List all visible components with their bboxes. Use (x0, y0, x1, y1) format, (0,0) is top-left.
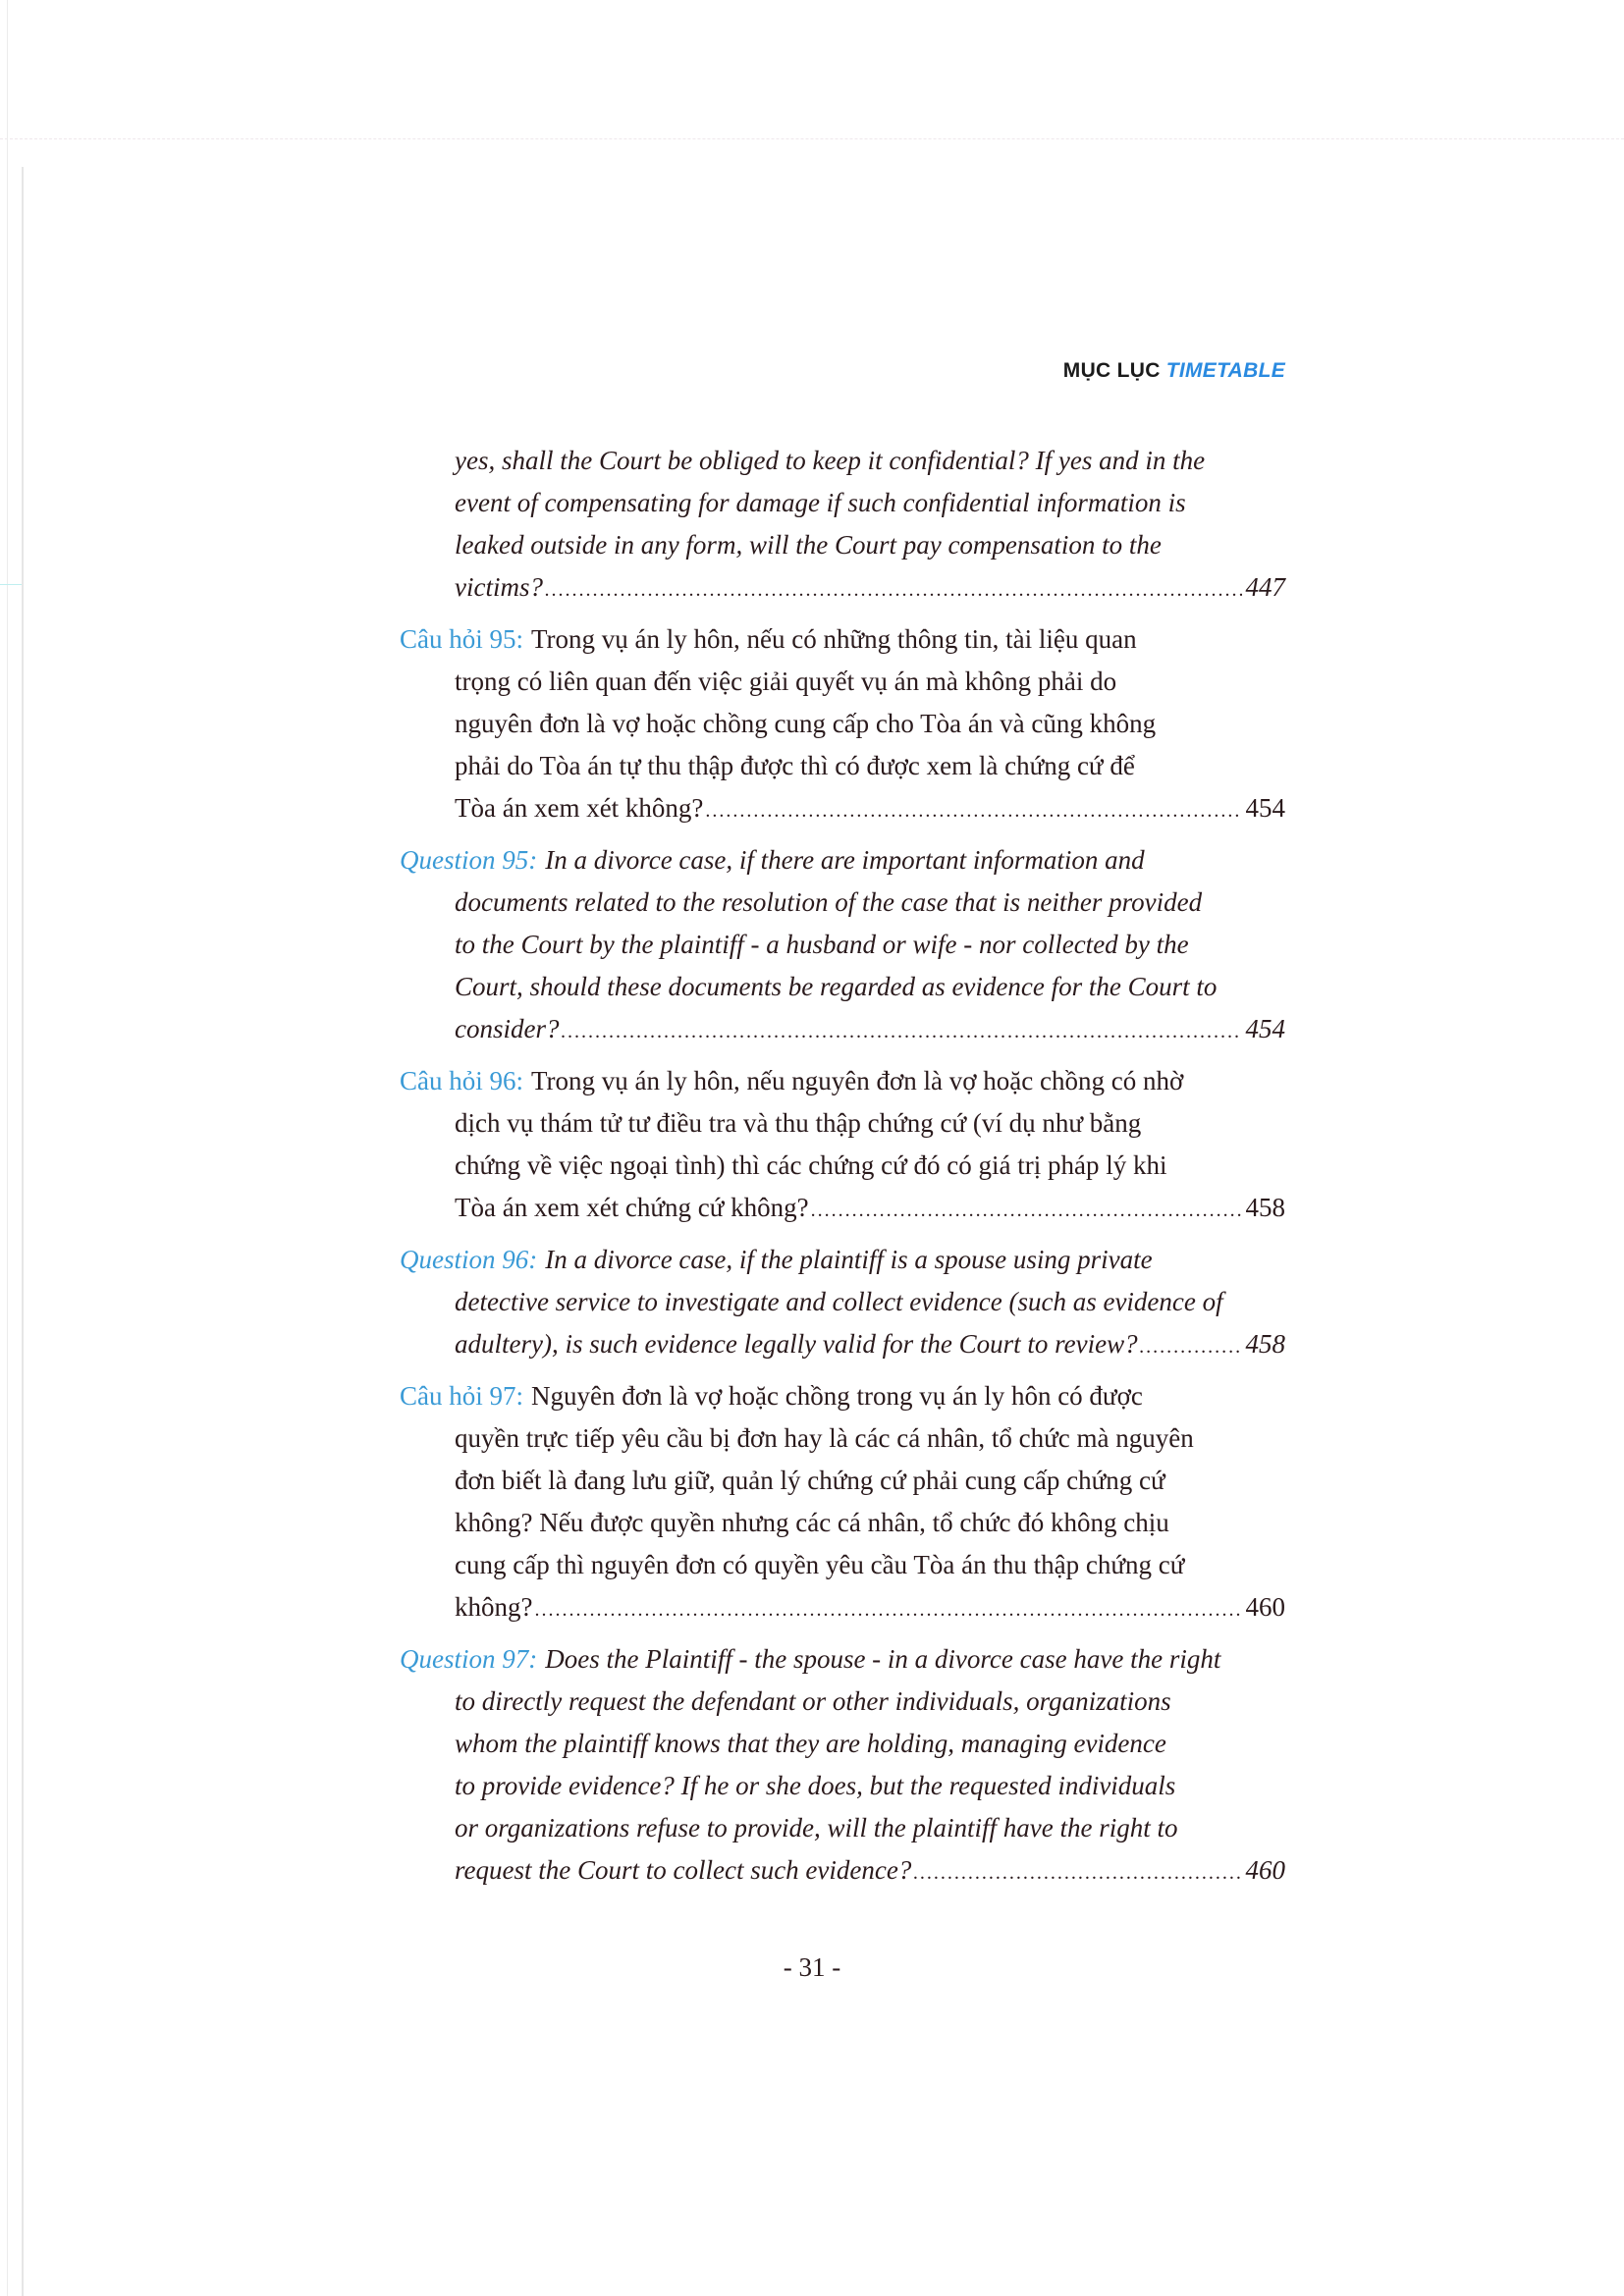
question-label[interactable]: Câu hỏi 96: (400, 1066, 523, 1095)
dot-leader (811, 1190, 1242, 1232)
toc-line (400, 524, 1285, 566)
toc-line (400, 924, 1285, 966)
question-label[interactable]: Câu hỏi 95: (400, 624, 523, 654)
toc-line (400, 1544, 1285, 1586)
page-reference[interactable]: 458 (1245, 1329, 1285, 1359)
toc-text: In a divorce case, if the plaintiff is a spouse using private (545, 1245, 1153, 1274)
toc-line (400, 1765, 1285, 1807)
running-header (1063, 359, 1285, 383)
toc-text: trọng có liên quan đến việc giải quyết vụ án mà không phải do (455, 667, 1117, 696)
toc-entry-cau-hoi-97 (400, 1375, 1285, 1629)
toc-text: không? (455, 1592, 533, 1622)
toc-entry-continued (400, 440, 1285, 609)
toc-line (400, 881, 1285, 924)
question-label[interactable]: Câu hỏi 97: (400, 1381, 523, 1411)
table-of-contents (400, 440, 1285, 1901)
toc-text: or organizations refuse to provide, will the plaintiff have the right to (455, 1813, 1178, 1842)
toc-line (400, 1375, 1285, 1417)
dot-leader (561, 1011, 1241, 1053)
toc-line (400, 745, 1285, 787)
toc-line-last[interactable] (400, 1586, 1285, 1629)
toc-line (400, 1502, 1285, 1544)
toc-text: Does the Plaintiff - the spouse - in a divorce case have the right (545, 1644, 1221, 1674)
page-reference[interactable]: 460 (1245, 1592, 1285, 1622)
dot-leader (545, 569, 1242, 612)
toc-text: Trong vụ án ly hôn, nếu nguyên đơn là vợ hoặc chồng có nhờ (531, 1066, 1184, 1095)
toc-line (400, 1638, 1285, 1681)
toc-line (400, 1417, 1285, 1460)
toc-text: Court, should these documents be regarded as evidence for the Court to (455, 972, 1218, 1001)
toc-line-last[interactable] (400, 1849, 1285, 1892)
toc-text: đơn biết là đang lưu giữ, quản lý chứng cứ phải cung cấp chứng cứ (455, 1466, 1165, 1495)
toc-text: dịch vụ thám tử tư điều tra và thu thập chứng cứ (ví dụ như bằng (455, 1108, 1142, 1138)
toc-line-last[interactable] (400, 1187, 1285, 1229)
toc-line (400, 703, 1285, 745)
toc-text: Trong vụ án ly hôn, nếu có những thông tin, tài liệu quan (531, 624, 1137, 654)
toc-text: phải do Tòa án tự thu thập được thì có được xem là chứng cứ để (455, 751, 1135, 780)
page-reference[interactable]: 454 (1245, 793, 1285, 823)
toc-text: consider? (455, 1014, 560, 1043)
toc-text: nguyên đơn là vợ hoặc chồng cung cấp cho Tòa án và cũng không (455, 709, 1157, 738)
toc-line (400, 1460, 1285, 1502)
toc-entry-cau-hoi-96 (400, 1060, 1285, 1229)
question-label[interactable]: Question 96: (400, 1245, 538, 1274)
toc-line (400, 1723, 1285, 1765)
page-reference[interactable]: 454 (1245, 1014, 1285, 1043)
toc-line (400, 482, 1285, 524)
page-reference[interactable]: 460 (1245, 1855, 1285, 1885)
toc-text: Tòa án xem xét không? (455, 793, 704, 823)
running-header-accent: TIMETABLE (1165, 359, 1285, 382)
toc-line (400, 1060, 1285, 1102)
dot-leader (705, 790, 1241, 832)
page-reference[interactable]: 447 (1245, 572, 1285, 602)
toc-text: adultery), is such evidence legally valid for the Court to review? (455, 1329, 1138, 1359)
question-label[interactable]: Question 95: (400, 845, 538, 875)
toc-text: detective service to investigate and collect evidence (such as evidence of (455, 1287, 1223, 1316)
toc-text: to provide evidence? If he or she does, but the requested individuals (455, 1771, 1176, 1800)
toc-entry-question-97 (400, 1638, 1285, 1892)
toc-line-last[interactable] (400, 787, 1285, 829)
toc-line (400, 618, 1285, 661)
toc-text: to the Court by the plaintiff - a husband or wife - nor collected by the (455, 930, 1189, 959)
toc-text: victims? (455, 572, 543, 602)
toc-text: Tòa án xem xét chứng cứ không? (455, 1193, 809, 1222)
toc-line (400, 966, 1285, 1008)
dot-leader (1140, 1326, 1242, 1368)
toc-line (400, 440, 1285, 482)
toc-text: leaked outside in any form, will the Court pay compensation to the (455, 530, 1162, 560)
running-header-title: MỤC LỤC (1062, 359, 1161, 382)
toc-text: quyền trực tiếp yêu cầu bị đơn hay là các cá nhân, tổ chức mà nguyên (455, 1423, 1194, 1453)
dot-leader (534, 1589, 1241, 1631)
toc-line (400, 661, 1285, 703)
toc-text: whom the plaintiff knows that they are holding, managing evidence (455, 1729, 1166, 1758)
toc-text: event of compensating for damage if such confidential information is (455, 488, 1186, 517)
toc-text: request the Court to collect such evidence? (455, 1855, 912, 1885)
registration-mark (0, 584, 22, 585)
crop-mark-horizontal (0, 138, 1624, 139)
toc-line (400, 1807, 1285, 1849)
toc-line (400, 839, 1285, 881)
toc-line (400, 1281, 1285, 1323)
toc-entry-question-96 (400, 1239, 1285, 1365)
toc-entry-cau-hoi-95 (400, 618, 1285, 829)
toc-text: cung cấp thì nguyên đơn có quyền yêu cầu Tòa án thu thập chứng cứ (455, 1550, 1185, 1579)
toc-line-last[interactable] (400, 1008, 1285, 1050)
toc-line (400, 1102, 1285, 1145)
dot-leader (913, 1852, 1241, 1895)
question-label[interactable]: Question 97: (400, 1644, 538, 1674)
toc-line-last[interactable] (400, 566, 1285, 609)
toc-line (400, 1681, 1285, 1723)
toc-text: In a divorce case, if there are important information and (545, 845, 1145, 875)
toc-text: Nguyên đơn là vợ hoặc chồng trong vụ án ly hôn có được (531, 1381, 1143, 1411)
toc-text: to directly request the defendant or other individuals, organizations (455, 1686, 1171, 1716)
toc-line (400, 1239, 1285, 1281)
page-number: - 31 - (783, 1952, 841, 1982)
toc-line-last[interactable] (400, 1323, 1285, 1365)
toc-text: chứng về việc ngoại tình) thì các chứng cứ đó có giá trị pháp lý khi (455, 1150, 1167, 1180)
toc-text: documents related to the resolution of the case that is neither provided (455, 887, 1203, 917)
toc-entry-question-95 (400, 839, 1285, 1050)
toc-text: không? Nếu được quyền nhưng các cá nhân, tổ chức đó không chịu (455, 1508, 1169, 1537)
toc-text: yes, shall the Court be obliged to keep it confidential? If yes and in the (455, 446, 1206, 475)
toc-line (400, 1145, 1285, 1187)
page-reference[interactable]: 458 (1245, 1193, 1285, 1222)
